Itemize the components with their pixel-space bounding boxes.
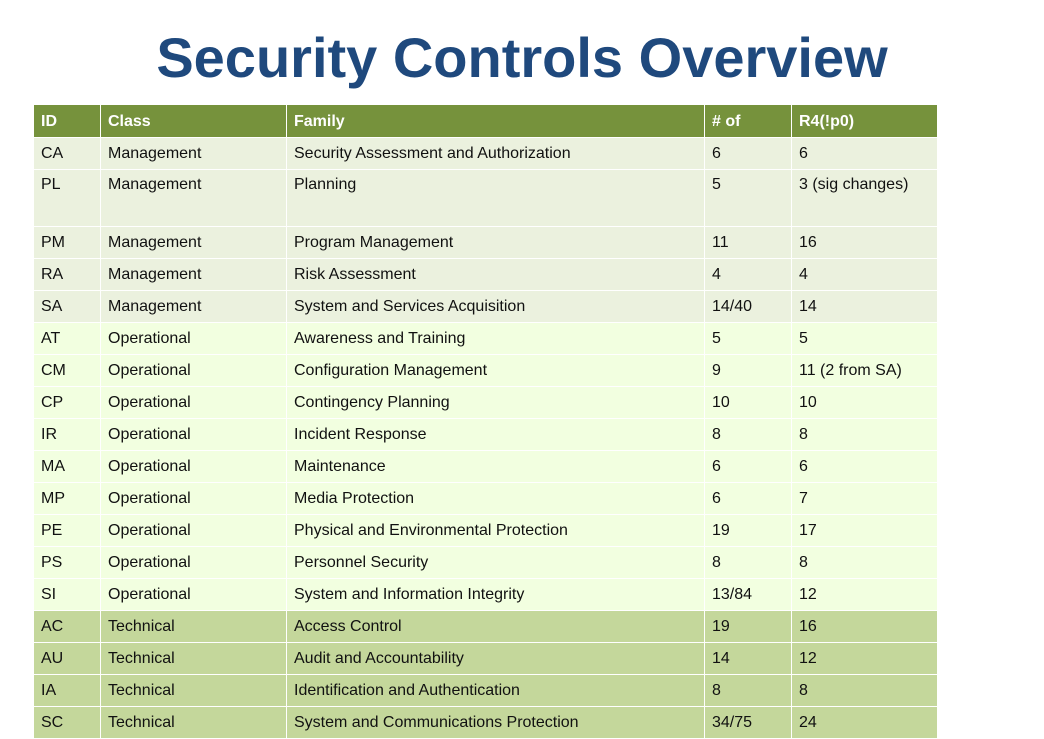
cell-family: Incident Response <box>287 419 705 451</box>
cell-id: RA <box>34 259 101 291</box>
table-row <box>34 707 938 739</box>
cell-class: Management <box>101 291 287 323</box>
cell-class: Operational <box>101 419 287 451</box>
table-row <box>34 675 938 707</box>
cell-class: Technical <box>101 643 287 675</box>
cell-id: MP <box>34 483 101 515</box>
cell-count: 14/40 <box>705 291 792 323</box>
cell-r4: 24 <box>792 707 938 739</box>
cell-family: Audit and Accountability <box>287 643 705 675</box>
cell-family: Awareness and Training <box>287 323 705 355</box>
cell-r4: 16 <box>792 227 938 259</box>
cell-r4: 17 <box>792 515 938 547</box>
cell-count: 8 <box>705 547 792 579</box>
cell-family: Identification and Authentication <box>287 675 705 707</box>
cell-r4: 6 <box>792 138 938 170</box>
cell-id: SC <box>34 707 101 739</box>
cell-r4: 8 <box>792 547 938 579</box>
cell-r4: 6 <box>792 451 938 483</box>
cell-id: PL <box>34 170 101 227</box>
cell-count: 6 <box>705 483 792 515</box>
header-class: Class <box>101 105 287 138</box>
security-controls-table <box>33 104 938 739</box>
cell-id: CP <box>34 387 101 419</box>
cell-id: CA <box>34 138 101 170</box>
cell-family: Maintenance <box>287 451 705 483</box>
cell-r4: 5 <box>792 323 938 355</box>
cell-count: 5 <box>705 323 792 355</box>
header-id: ID <box>34 105 101 138</box>
cell-r4: 12 <box>792 579 938 611</box>
cell-family: System and Services Acquisition <box>287 291 705 323</box>
cell-class: Management <box>101 170 287 227</box>
cell-count: 14 <box>705 643 792 675</box>
cell-family: Risk Assessment <box>287 259 705 291</box>
cell-id: SI <box>34 579 101 611</box>
table-row <box>34 227 938 259</box>
table-row <box>34 291 938 323</box>
table-row <box>34 419 938 451</box>
page-title: Security Controls Overview <box>156 26 888 89</box>
cell-class: Operational <box>101 547 287 579</box>
cell-count: 6 <box>705 138 792 170</box>
cell-id: PM <box>34 227 101 259</box>
cell-count: 11 <box>705 227 792 259</box>
cell-r4: 7 <box>792 483 938 515</box>
cell-count: 4 <box>705 259 792 291</box>
cell-family: Media Protection <box>287 483 705 515</box>
cell-count: 10 <box>705 387 792 419</box>
table-row <box>34 170 938 227</box>
cell-family: Physical and Environmental Protection <box>287 515 705 547</box>
cell-class: Operational <box>101 355 287 387</box>
cell-class: Management <box>101 259 287 291</box>
cell-class: Management <box>101 138 287 170</box>
cell-count: 5 <box>705 170 792 227</box>
header-family: Family <box>287 105 705 138</box>
cell-count: 19 <box>705 611 792 643</box>
cell-id: IA <box>34 675 101 707</box>
cell-id: SA <box>34 291 101 323</box>
table-row <box>34 355 938 387</box>
cell-family: Planning <box>287 170 705 227</box>
cell-r4: 8 <box>792 675 938 707</box>
cell-r4: 10 <box>792 387 938 419</box>
table-row <box>34 547 938 579</box>
cell-class: Technical <box>101 675 287 707</box>
cell-class: Management <box>101 227 287 259</box>
cell-r4: 8 <box>792 419 938 451</box>
cell-id: AT <box>34 323 101 355</box>
cell-class: Operational <box>101 515 287 547</box>
cell-class: Operational <box>101 579 287 611</box>
cell-id: CM <box>34 355 101 387</box>
cell-r4: 14 <box>792 291 938 323</box>
table-header-row <box>34 105 938 138</box>
cell-class: Technical <box>101 611 287 643</box>
cell-id: MA <box>34 451 101 483</box>
table-row <box>34 451 938 483</box>
cell-r4: 12 <box>792 643 938 675</box>
cell-family: Contingency Planning <box>287 387 705 419</box>
cell-id: AC <box>34 611 101 643</box>
cell-count: 34/75 <box>705 707 792 739</box>
header-r4: R4(!p0) <box>792 105 938 138</box>
table-row <box>34 259 938 291</box>
table-row <box>34 579 938 611</box>
cell-family: System and Communications Protection <box>287 707 705 739</box>
table-row <box>34 387 938 419</box>
cell-family: Personnel Security <box>287 547 705 579</box>
cell-r4: 4 <box>792 259 938 291</box>
cell-class: Operational <box>101 451 287 483</box>
table-row <box>34 515 938 547</box>
cell-count: 8 <box>705 675 792 707</box>
cell-count: 13/84 <box>705 579 792 611</box>
cell-family: Configuration Management <box>287 355 705 387</box>
cell-id: PS <box>34 547 101 579</box>
cell-family: Program Management <box>287 227 705 259</box>
table-row <box>34 643 938 675</box>
cell-r4: 3 (sig changes) <box>792 170 938 227</box>
cell-family: Security Assessment and Authorization <box>287 138 705 170</box>
cell-class: Operational <box>101 387 287 419</box>
cell-class: Operational <box>101 483 287 515</box>
cell-id: PE <box>34 515 101 547</box>
cell-r4: 11 (2 from SA) <box>792 355 938 387</box>
table-row <box>34 611 938 643</box>
cell-id: IR <box>34 419 101 451</box>
cell-count: 8 <box>705 419 792 451</box>
cell-family: Access Control <box>287 611 705 643</box>
cell-family: System and Information Integrity <box>287 579 705 611</box>
cell-count: 19 <box>705 515 792 547</box>
table-row <box>34 323 938 355</box>
header-count: # of <box>705 105 792 138</box>
cell-count: 6 <box>705 451 792 483</box>
cell-class: Operational <box>101 323 287 355</box>
table-row <box>34 483 938 515</box>
cell-class: Technical <box>101 707 287 739</box>
cell-r4: 16 <box>792 611 938 643</box>
table-row <box>34 138 938 170</box>
cell-count: 9 <box>705 355 792 387</box>
cell-id: AU <box>34 643 101 675</box>
